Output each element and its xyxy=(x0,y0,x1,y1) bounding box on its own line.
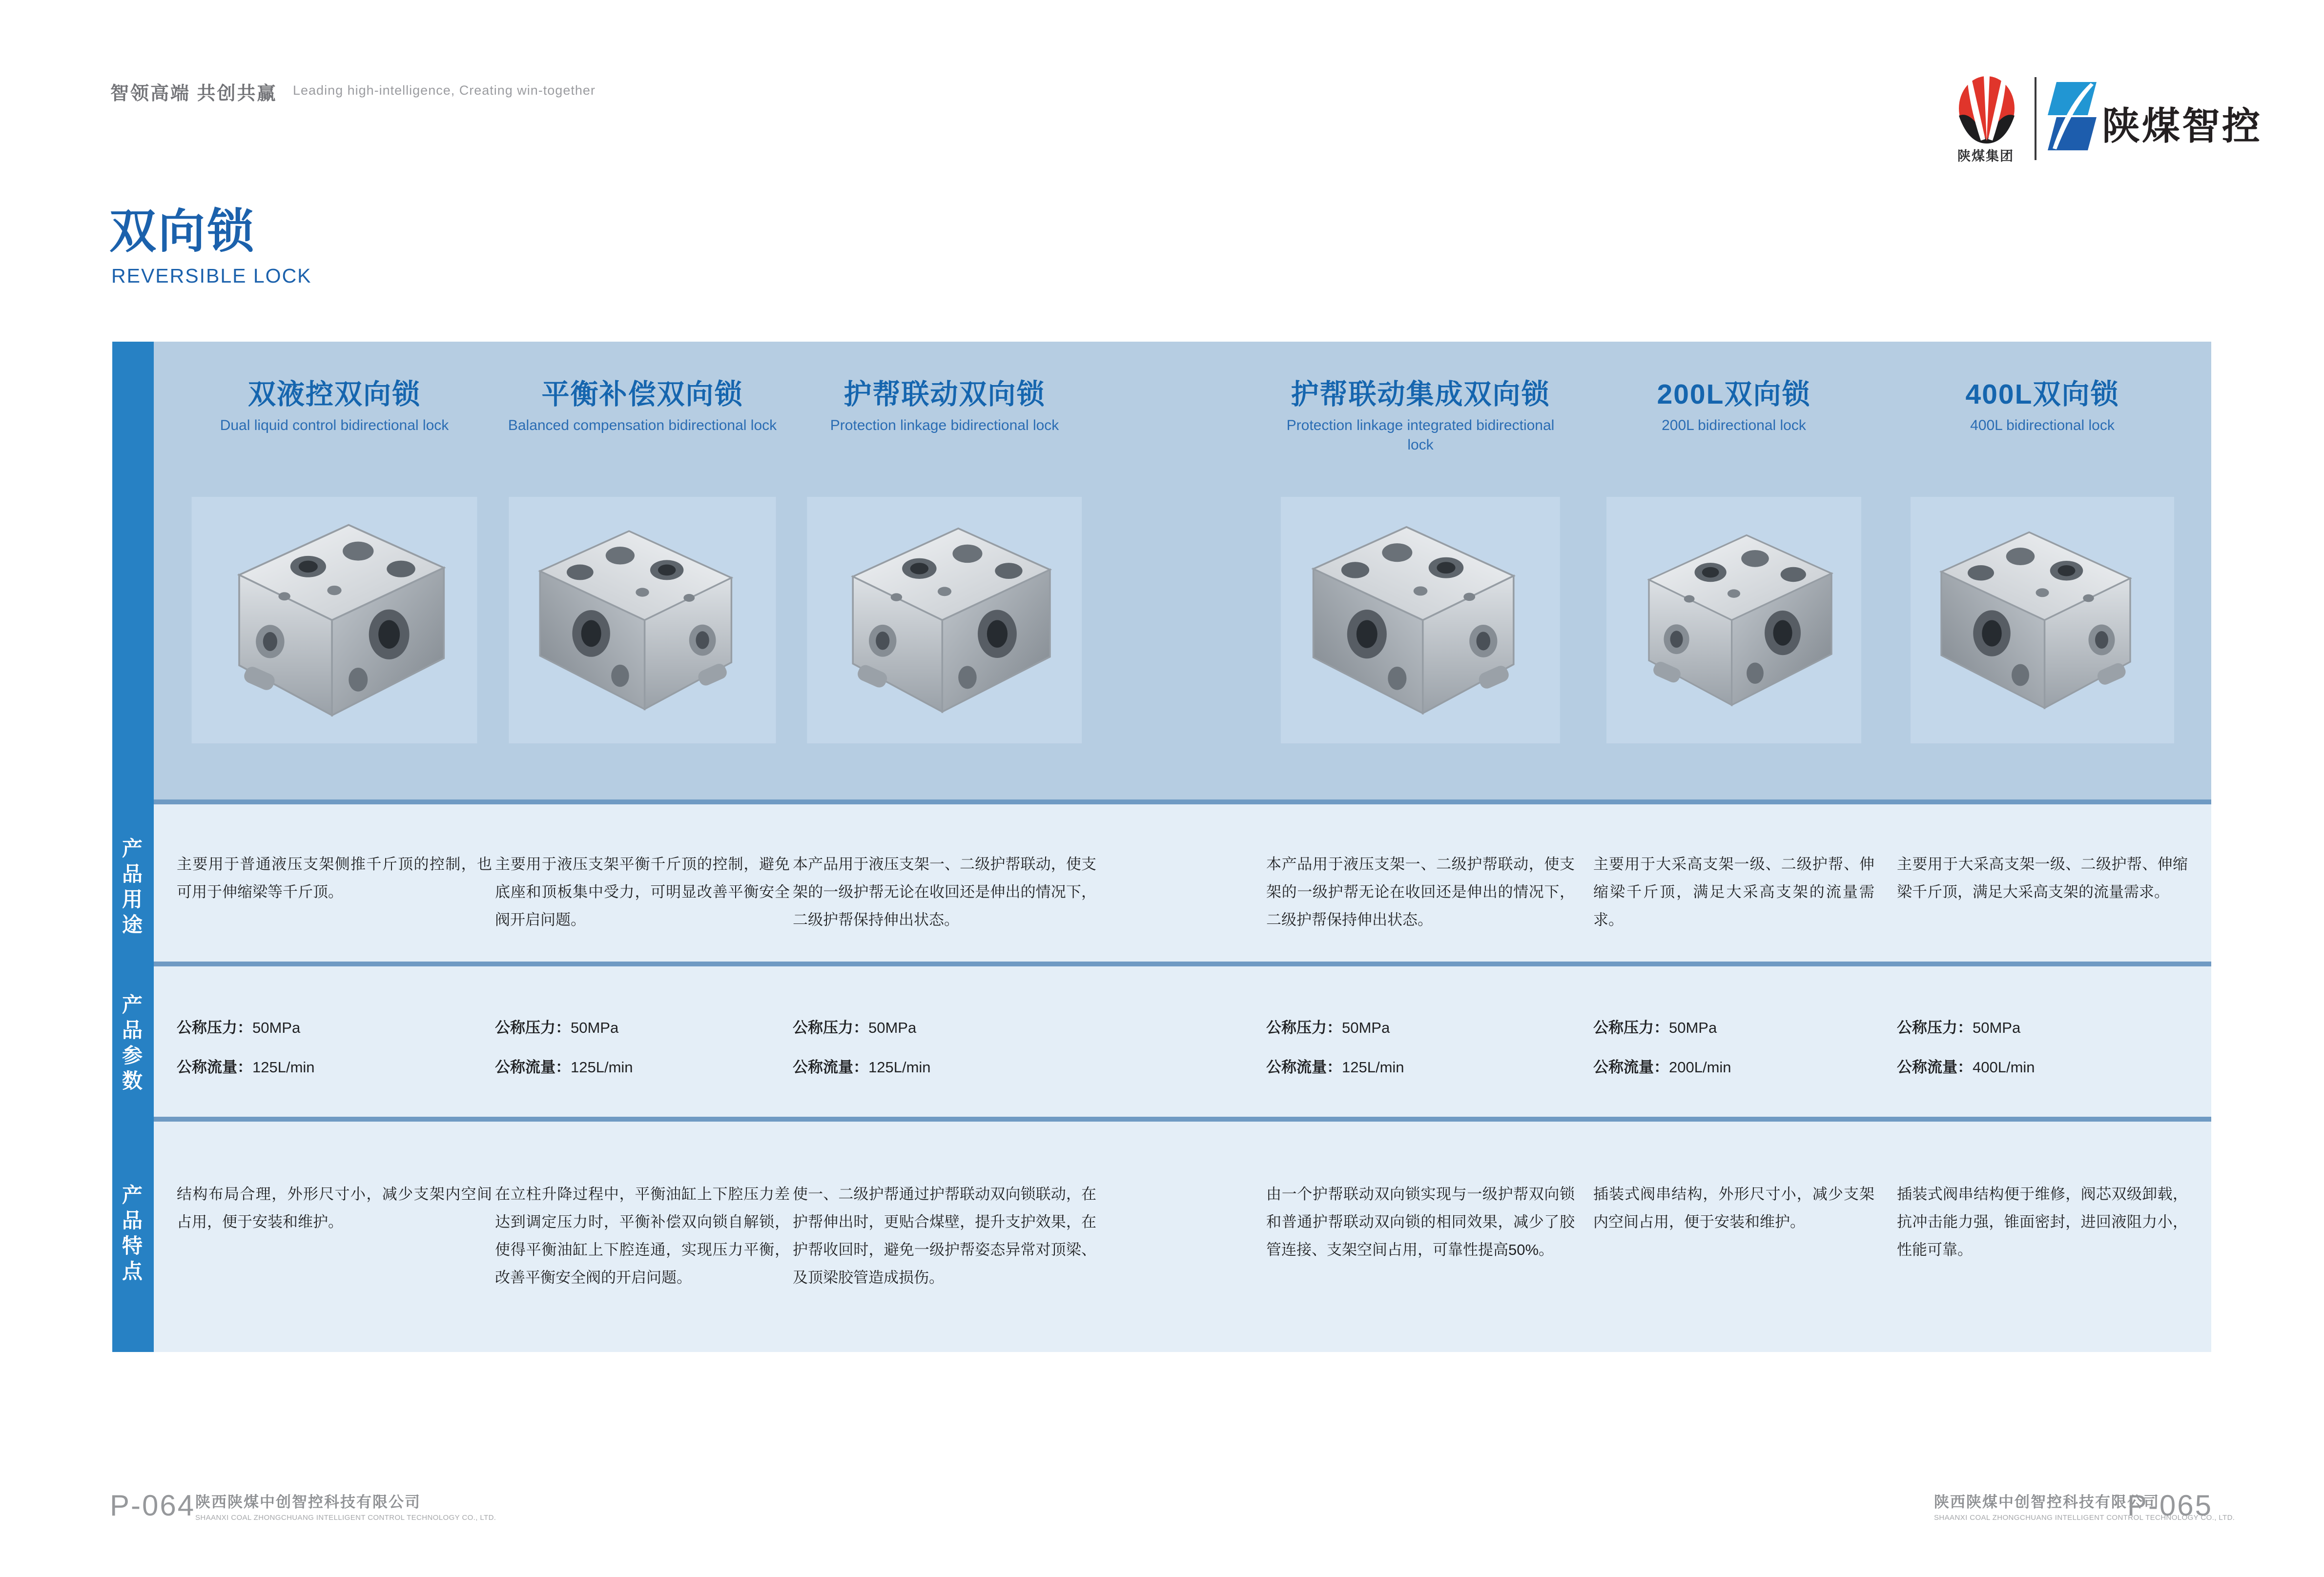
pressure-line xyxy=(177,1015,494,1037)
product-usage-text: 主要用于液压支架平衡千斤顶的控制，避免底座和顶板集中受力，可明显改善平衡安全阀开启问题。 xyxy=(495,856,790,928)
flow-line xyxy=(177,1055,494,1077)
product-features-text: 插装式阀串结构，外形尺寸小，减少支架内空间占用，便于安装和维护。 xyxy=(1593,1186,1874,1230)
pressure-value: 50MPa xyxy=(1342,1019,1390,1036)
product-column-400l xyxy=(1896,342,2189,1352)
flow-label: 公称流量： xyxy=(1266,1059,1342,1076)
pressure-value: 50MPa xyxy=(571,1019,619,1036)
product-title: 护帮联动双向锁 xyxy=(843,379,1046,410)
page-number-left: P-064 xyxy=(110,1489,196,1522)
product-params xyxy=(1266,1015,1577,1094)
pressure-label: 公称压力： xyxy=(1897,1019,1973,1036)
product-subtitle: Balanced compensation bidirectional lock xyxy=(508,417,777,433)
pressure-line xyxy=(793,1015,1098,1037)
product-subtitle: Dual liquid control bidirectional lock xyxy=(220,417,449,433)
brand-logo-icon xyxy=(2048,82,2097,150)
product-image xyxy=(509,497,776,743)
product-column-dual-liquid-control xyxy=(176,342,493,1352)
pressure-label: 公称压力： xyxy=(495,1019,571,1036)
product-features-text: 使一、二级护帮通过护帮联动双向锁联动，在护帮伸出时，更贴合煤壁，提升支护效果，在护帮收回时，避免一级护帮姿态异常对顶梁、及顶梁胶管造成损伤。 xyxy=(793,1186,1096,1286)
flow-value: 125L/min xyxy=(868,1059,931,1076)
product-features-text: 在立柱升降过程中，平衡油缸上下腔压力差达到调定压力时，平衡补偿双向锁自解锁，使得平衡油缸上下腔连通，实现压力平衡，改善平衡安全阀的开启问题。 xyxy=(495,1186,790,1286)
page-title: 双向锁 xyxy=(109,205,256,258)
flow-line xyxy=(1593,1055,1876,1077)
pressure-label: 公称压力： xyxy=(793,1019,868,1036)
product-features-text: 插装式阀串结构便于维修，阀芯双级卸载，抗冲击能力强，锥面密封，进回液阻力小，性能可靠。 xyxy=(1897,1186,2188,1258)
footer-company-left xyxy=(195,1490,496,1522)
group-logo-text: 陕煤集团 xyxy=(1957,149,2014,164)
product-usage-text: 本产品用于液压支架一、二级护帮联动，使支架的一级护帮无论在收回还是伸出的情况下，二级护帮保持伸出状态。 xyxy=(1266,856,1575,928)
product-title: 200L双向锁 xyxy=(1657,379,1811,410)
product-params xyxy=(177,1015,494,1094)
flow-label: 公称流量： xyxy=(1593,1059,1669,1076)
header-slogan-en: Leading high-intelligence, Creating win-together xyxy=(293,83,596,98)
product-title: 护帮联动集成双向锁 xyxy=(1291,379,1550,410)
page-number-right: P-065 xyxy=(2127,1489,2213,1522)
company-name-en: SHAANXI COAL ZHONGCHUANG INTELLIGENT CONTROL TECHNOLOGY CO., LTD. xyxy=(195,1514,496,1522)
pressure-line xyxy=(495,1015,792,1037)
pressure-line xyxy=(1593,1015,1876,1037)
pressure-label: 公称压力： xyxy=(177,1019,252,1036)
product-params xyxy=(793,1015,1098,1094)
valve-block-illustration xyxy=(192,497,477,743)
product-title: 平衡补偿双向锁 xyxy=(541,379,743,410)
flame-icon xyxy=(1950,73,2023,146)
sidebar-label-usage: 产品用途 xyxy=(120,838,143,939)
pressure-value: 50MPa xyxy=(1973,1019,2021,1036)
flow-line xyxy=(1266,1055,1577,1077)
product-column-protection-linkage xyxy=(792,342,1097,1352)
flow-label: 公称流量： xyxy=(177,1059,252,1076)
product-usage-text: 本产品用于液压支架一、二级护帮联动，使支架的一级护帮无论在收回还是伸出的情况下，二级护帮保持伸出状态。 xyxy=(793,856,1096,928)
valve-block-illustration xyxy=(1281,497,1560,743)
pressure-label: 公称压力： xyxy=(1266,1019,1342,1036)
flow-value: 125L/min xyxy=(1342,1059,1404,1076)
product-usage-text: 主要用于普通液压支架侧推千斤顶的控制，也可用于伸缩梁等千斤顶。 xyxy=(177,856,492,901)
product-subtitle: Protection linkage bidirectional lock xyxy=(830,417,1059,433)
product-params xyxy=(495,1015,792,1094)
product-usage-text: 主要用于大采高支架一级、二级护帮、伸缩梁千斤顶，满足大采高支架的流量需求。 xyxy=(1897,856,2188,901)
product-params xyxy=(1593,1015,1876,1094)
flow-value: 200L/min xyxy=(1669,1059,1731,1076)
product-subtitle: 200L bidirectional lock xyxy=(1662,417,1806,433)
product-image xyxy=(1281,497,1560,743)
pressure-line xyxy=(1897,1015,2190,1037)
flow-label: 公称流量： xyxy=(1897,1059,1973,1076)
flow-value: 125L/min xyxy=(252,1059,315,1076)
flow-line xyxy=(495,1055,792,1077)
pressure-label: 公称压力： xyxy=(1593,1019,1669,1036)
product-image xyxy=(1911,497,2174,743)
sidebar-label-features: 产品特点 xyxy=(120,1184,143,1286)
product-features-text: 由一个护帮联动双向锁实现与一级护帮双向锁和普通护帮联动双向锁的相同效果，减少了胶管连接、支架空间占用，可靠性提高50%。 xyxy=(1266,1186,1575,1258)
product-title: 400L双向锁 xyxy=(1965,379,2119,410)
pressure-value: 50MPa xyxy=(868,1019,917,1036)
flow-value: 400L/min xyxy=(1973,1059,2035,1076)
flow-value: 125L/min xyxy=(571,1059,633,1076)
product-image xyxy=(807,497,1082,743)
pressure-value: 50MPa xyxy=(1669,1019,1717,1036)
product-usage-text: 主要用于大采高支架一级、二级护帮、伸缩梁千斤顶，满足大采高支架的流量需求。 xyxy=(1593,856,1874,928)
valve-block-illustration xyxy=(1606,497,1861,743)
product-params xyxy=(1897,1015,2190,1094)
flow-label: 公称流量： xyxy=(495,1059,571,1076)
group-logo-icon xyxy=(1950,73,2023,146)
sidebar-label-params: 产品参数 xyxy=(120,994,143,1095)
product-column-200l xyxy=(1592,342,1875,1352)
flow-label: 公称流量： xyxy=(793,1059,868,1076)
product-image xyxy=(192,497,477,743)
z-icon xyxy=(2048,82,2097,150)
flow-line xyxy=(1897,1055,2190,1077)
product-subtitle: 400L bidirectional lock xyxy=(1970,417,2115,433)
product-subtitle: Protection linkage integrated bidirectional lock xyxy=(1286,417,1555,453)
company-name-en: SHAANXI COAL ZHONGCHUANG INTELLIGENT CONTROL TECHNOLOGY CO., LTD. xyxy=(1934,1514,2235,1522)
flow-line xyxy=(793,1055,1098,1077)
company-name-zh: 陕西陕煤中创智控科技有限公司 xyxy=(195,1494,421,1511)
valve-block-illustration xyxy=(807,497,1082,743)
pressure-line xyxy=(1266,1015,1577,1037)
product-title: 双液控双向锁 xyxy=(248,379,421,410)
product-features-text: 结构布局合理，外形尺寸小，减少支架内空间占用，便于安装和维护。 xyxy=(177,1186,492,1230)
brand-logo-text: 陕煤智控 xyxy=(2102,104,2262,147)
header-slogan-zh: 智领高端 共创共赢 xyxy=(110,83,277,104)
valve-block-illustration xyxy=(1911,497,2174,743)
product-column-balanced-compensation xyxy=(494,342,791,1352)
product-column-protection-linkage-integrated xyxy=(1265,342,1576,1352)
page-title-en: REVERSIBLE LOCK xyxy=(111,265,312,287)
logo-separator xyxy=(2035,77,2036,160)
product-image xyxy=(1606,497,1861,743)
company-name-zh: 陕西陕煤中创智控科技有限公司 xyxy=(1934,1494,2159,1511)
pressure-value: 50MPa xyxy=(252,1019,301,1036)
valve-block-illustration xyxy=(509,497,776,743)
